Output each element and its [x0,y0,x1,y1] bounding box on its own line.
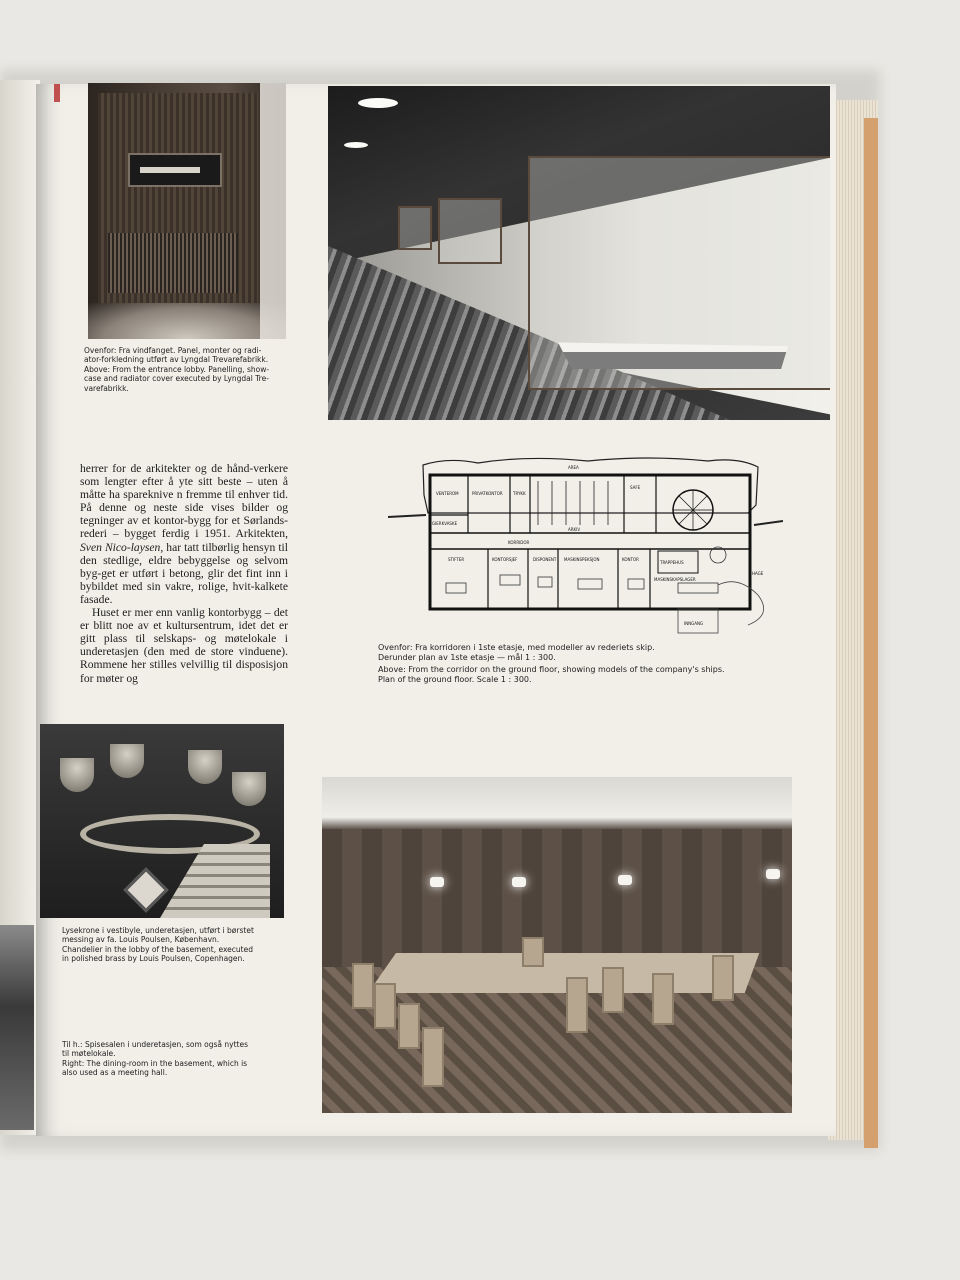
chair [398,1003,420,1049]
spine-ribbon [54,84,60,102]
caption-corridor [378,643,778,685]
archive-shelves [538,481,608,525]
caption-lobby [84,346,290,393]
chandelier-cup [110,744,144,778]
caption-line: also used as a meeting hall. [62,1068,168,1078]
caption-line: Derunder plan av 1ste etasje — mål 1 : 300. [378,653,556,662]
caption-line: ator-forkledning utført av Lyngdal Trevarefabrikk. [84,355,269,365]
chandelier-cup [60,758,94,792]
chair [652,973,674,1025]
caption-line: varefabrikk. [84,383,129,393]
display-case [438,198,502,264]
caption-line: Til h.: Spisesalen i underetasjen, som også nyttes [62,1040,248,1049]
plan-label-corridor: KORRIDOR [508,540,530,545]
plan-label-room: VENTEROM [436,491,459,496]
plan-label-entry: INNGANG [684,621,704,626]
plan-label-garden: HAGE [752,571,764,576]
caption-chandelier [62,926,284,964]
chair [374,983,396,1029]
paragraph [80,462,288,606]
stair-treads [673,490,713,530]
display-case [398,206,432,250]
plan-label-room: TRYKK [513,491,526,496]
text-run: herrer for de arkitekter og de hånd-verkere som lengter efter å yte sitt beste – uten å måtte ha spareknive n fremme til enhver tid. På denne og neste side vises bilder og tegninger av et kontor-bygg for et Sørlands-rederi – bygget ferdig i 1951. Arkitekten, [80,462,288,541]
plan-label-area: AREA [568,465,579,470]
plan-label-room: ARKIV [568,527,581,532]
garden-shrub [718,582,764,625]
caption-line: Lysekrone i vestibyle, underetasjen, utført i børstet [62,926,254,935]
lobby-floor [88,303,286,339]
chair [352,963,374,1009]
chair [712,955,734,1001]
caption-line: Ovenfor: Fra vindfanget. Panel, monter og radi- [84,346,262,355]
ceiling-light [358,98,398,108]
staircase [160,844,270,918]
wall-lamp [766,869,780,879]
chandelier-cup [188,750,222,784]
floor-sign [123,867,168,912]
caption-dining [62,1040,284,1078]
photo-corridor [328,86,830,420]
chair [566,977,588,1033]
paragraph: Huset er mer enn vanlig kontorbygg – det er blitt noe av et kultursentrum, idet det er gitt plass til selskaps- og møtelokale i underetasjen (den med de store vinduene). Rommene her stilles velvillig til disposisjon for møter og [80,606,288,685]
facing-page-strip [0,925,34,1130]
caption-line: messing av fa. Louis Poulsen, København. [62,935,220,945]
text-run: , har tatt tilbørlig hensyn til den stedlige, eldre bebyggelse og selvom byg-get er utført i betong, glir det fint inn i bybildet med sin vakre, rolige, hvit-kalkete fasade. [80,540,288,606]
chair [422,1027,444,1087]
ship-showcase [128,153,222,187]
caption-line: til møtelokale. [62,1049,116,1059]
article-body [80,462,288,685]
wall-lamp [512,877,526,887]
wall-lamp [618,875,632,885]
caption-line: Above: From the entrance lobby. Panelling, show- [84,364,270,374]
caption-line: Right: The dining-room in the basement, which is [62,1058,248,1068]
plan-label-room: DISPONENT [533,557,557,562]
caption-line: case and radiator cover executed by Lyngdal Tre- [84,374,269,384]
wall-lamp [430,877,444,887]
plan-label-room: GIERKVASKE [432,521,458,526]
lobby-door [260,83,286,339]
plan-label-room: KONTORSJEF [492,557,518,562]
chair [602,967,624,1013]
caption-line: Above: From the corridor on the ground floor, showing models of the company's ships. [378,665,725,674]
chair [522,937,544,967]
ceiling-light [344,142,368,148]
photo-chandelier [40,724,284,918]
floor-plan-drawing [388,455,783,635]
caption-line: Plan of the ground floor. Scale 1 : 300. [378,675,532,684]
plan-label-room: SAFE [630,485,641,490]
book-cover-edge [864,118,878,1148]
plan-label-room: MASKINSKAPSLAGER [654,577,696,582]
plan-label-room: MASKINSPEKSJON [564,557,600,562]
caption-line: Ovenfor: Fra korridoren i 1ste etasje, med modeller av rederiets skip. [378,643,655,652]
caption-line: in polished brass by Louis Poulsen, Copenhagen. [62,954,245,964]
chandelier-cup [232,772,266,806]
architect-name: Sven Nico-laysen [80,540,161,554]
plan-label-room: KONTOR [622,557,639,562]
photo-dining-room [322,777,792,1113]
plan-label-room: PRIVATKONTOR [472,491,503,496]
plan-outline-top [423,458,758,513]
radiator-cover [108,233,238,293]
plan-label-stair: TRAPPEHUS [660,560,684,565]
photo-entrance-lobby [88,83,286,339]
caption-line: Chandelier in the lobby of the basement, executed [62,944,253,954]
plan-label-room: STIFTER [448,557,465,562]
